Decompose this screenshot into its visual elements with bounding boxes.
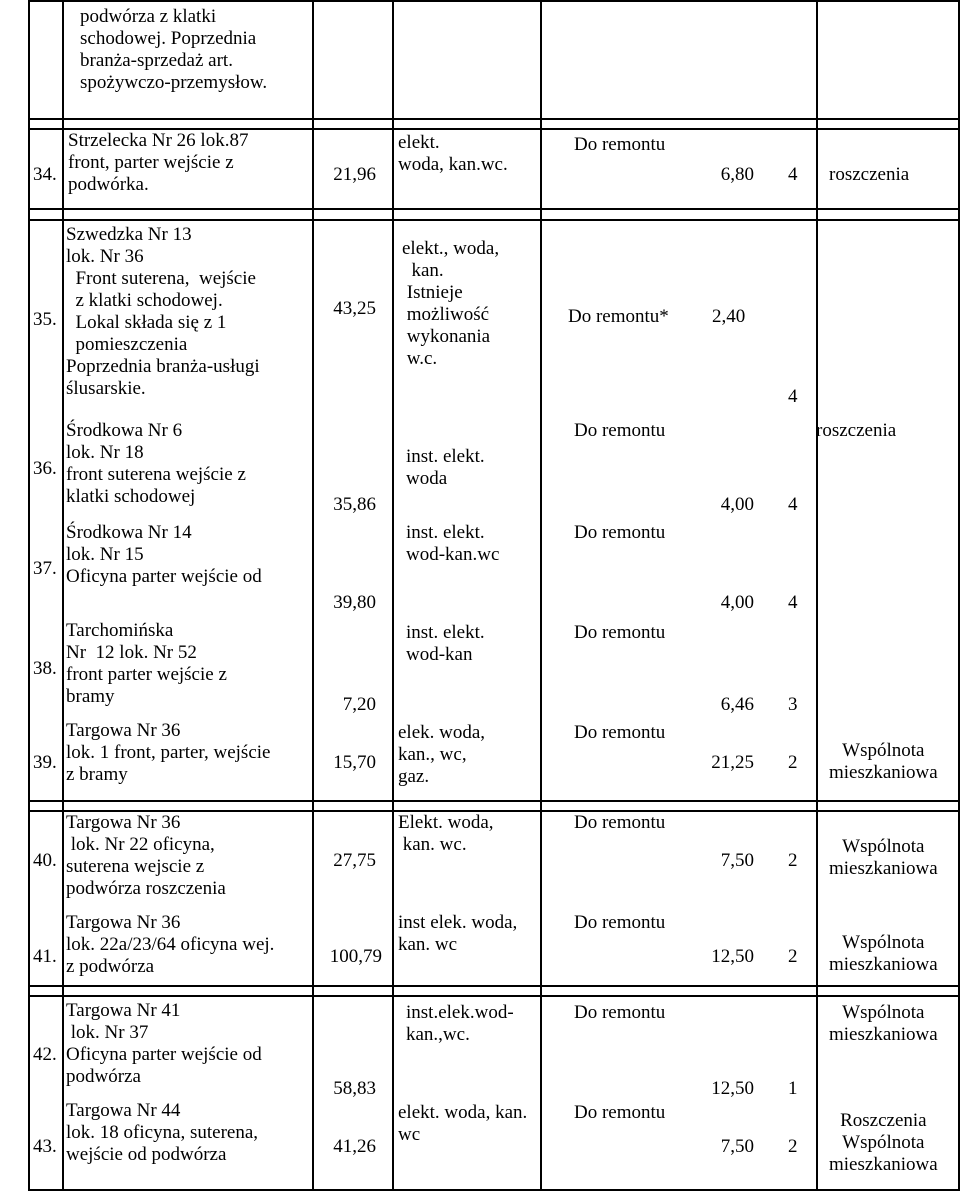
table-border [28,995,960,997]
table-border [540,0,542,1191]
utilities-cell [398,1102,527,1146]
cell-line: klatki schodowej [66,486,196,507]
cell-line: Środkowa Nr 14 [66,522,192,543]
address-cell [68,130,248,196]
cell-line: podwórza roszczenia [66,878,226,899]
cell-line: inst. elekt. [406,446,485,467]
cell-line: Szwedzka Nr 13 [66,224,192,245]
remarks-cell [829,740,938,784]
cell-line: Lokal składa się z 1 [66,312,227,333]
area-cell: 41,26 [333,1136,376,1157]
cell-line: mieszkaniowa [829,858,938,879]
rate-class-cell: 2 [788,850,798,871]
cell-line: woda, kan.wc. [398,154,508,175]
cell-line: mieszkaniowa [829,954,938,975]
row-number: 38. [33,658,57,679]
rate-class-cell: 2 [788,752,798,773]
cell-line: w.c. [402,348,438,369]
rate-cell: 21,25 [711,752,754,773]
area-cell: 100,79 [329,946,382,967]
row-number: 34. [33,164,57,185]
rate-class-cell: 3 [788,694,798,715]
table-border [816,0,818,1191]
rate-class-cell: 4 [788,592,798,613]
table-border [28,0,30,1191]
cell-line: Istnieje [402,282,463,303]
cell-line: z klatki schodowej. [66,290,223,311]
cell-line: wod-kan [406,644,473,665]
utilities-cell [398,722,485,788]
cell-line: branża-sprzedaż art. [80,50,233,71]
utilities-cell [398,132,508,176]
row-number: 41. [33,946,57,967]
cell-line: suterena wejscie z [66,856,205,877]
rate-cell: 6,80 [720,164,754,185]
address-cell [66,1000,262,1088]
address-cell [66,620,227,708]
cell-line: Strzelecka Nr 26 lok.87 [68,130,249,151]
cell-line: bramy [66,686,115,707]
address-cell [80,6,267,94]
cell-line: spożywczo-przemysłow. [80,72,268,93]
cell-line: Wspólnota [842,932,925,953]
area-cell: 21,96 [333,164,376,185]
cell-line: wykonania [402,326,491,347]
cell-line: Targowa Nr 36 [66,912,181,933]
cell-line: elekt., woda, [402,238,500,259]
cell-line: z podwórza [66,956,155,977]
address-cell [66,1100,258,1166]
rate-class-cell: 2 [788,1136,798,1157]
area-cell: 7,20 [342,694,376,715]
utilities-cell [398,912,517,956]
cell-line: Roszczenia [840,1110,927,1131]
cell-line: front parter wejście z [66,664,227,685]
row-number: 40. [33,850,57,871]
condition-cell: Do remontu [574,522,666,543]
cell-line: lok. 22a/23/64 oficyna wej. [66,934,275,955]
cell-line: lok. Nr 22 oficyna, [66,834,215,855]
cell-line: Wspólnota [842,836,925,857]
address-cell [66,720,270,786]
rate-class-cell: 4 [788,164,798,185]
remarks-cell [829,164,909,186]
cell-line: Środkowa Nr 6 [66,420,183,441]
remarks-cell [829,932,938,976]
cell-line: schodowej. Poprzednia [80,28,257,49]
cell-line: pomieszczenia [66,334,188,355]
table-border [28,800,960,802]
row-number: 43. [33,1136,57,1157]
cell-line: elekt. [398,132,440,153]
rate-cell: 4,00 [720,494,754,515]
cell-line: lok. Nr 18 [66,442,144,463]
cell-line: mieszkaniowa [829,1024,938,1045]
cell-line: podwórza z klatki [80,6,217,27]
address-cell [66,522,262,588]
cell-line: kan.,wc. [406,1024,470,1045]
cell-line: mieszkaniowa [829,1154,938,1175]
table-border [392,0,394,1191]
condition-cell: Do remontu [574,134,666,155]
cell-line: Wspólnota [842,1002,925,1023]
utilities-cell [406,1002,514,1046]
condition-cell: Do remontu [574,722,666,743]
table-border [28,985,960,987]
cell-line: roszczenia [829,164,910,185]
cell-line: roszczenia [816,420,897,441]
remarks-cell [816,420,896,442]
condition-cell: Do remontu [574,812,666,833]
cell-line: Targowa Nr 41 [66,1000,181,1021]
cell-line: Targowa Nr 36 [66,720,181,741]
row-number: 35. [33,309,57,330]
row-number: 37. [33,558,57,579]
cell-line: Poprzednia branża-usługi [66,356,260,377]
cell-line: inst elek. woda, [398,912,518,933]
rate-class-cell: 2 [788,946,798,967]
rate-cell: 7,50 [720,1136,754,1157]
cell-line: mieszkaniowa [829,762,938,783]
cell-line: Tarchomińska [66,620,174,641]
cell-line: Nr 12 lok. Nr 52 [66,642,197,663]
utilities-cell [406,522,499,566]
cell-line: inst. elekt. [406,622,485,643]
condition-cell: Do remontu* [568,306,669,327]
cell-line: Wspólnota [842,740,925,761]
rate-cell: 2,40 [712,306,746,327]
rate-class-cell: 4 [788,494,798,515]
condition-cell: Do remontu [574,622,666,643]
cell-line: lok. 18 oficyna, suterena, [66,1122,259,1143]
cell-line: lok. Nr 15 [66,544,144,565]
address-cell [66,812,226,900]
address-cell [66,420,246,508]
condition-cell: Do remontu [574,912,666,933]
cell-line: z bramy [66,764,128,785]
cell-line: Oficyna parter wejście od [66,566,262,587]
rate-cell: 12,50 [711,1078,754,1099]
cell-line: inst. elekt. [406,522,485,543]
rate-cell: 7,50 [720,850,754,871]
condition-cell: Do remontu [574,1002,666,1023]
rate-cell: 12,50 [711,946,754,967]
table-border [28,219,960,221]
rate-class-cell: 1 [788,1078,798,1099]
cell-line: Wspólnota [842,1132,925,1153]
cell-line: Targowa Nr 44 [66,1100,181,1121]
cell-line: elekt. woda, kan. [398,1102,528,1123]
cell-line: kan. wc [398,934,458,955]
row-number: 39. [33,752,57,773]
utilities-cell [406,446,485,490]
cell-line: Elekt. woda, [398,812,494,833]
row-number: 42. [33,1044,57,1065]
cell-line: woda [406,468,448,489]
cell-line: Targowa Nr 36 [66,812,181,833]
cell-line: gaz. [398,766,430,787]
address-cell [66,912,274,978]
condition-cell: Do remontu [574,420,666,441]
area-cell: 39,80 [333,592,376,613]
row-number: 36. [33,458,57,479]
cell-line: Oficyna parter wejście od [66,1044,262,1065]
cell-line: elek. woda, [398,722,486,743]
cell-line: lok. 1 front, parter, wejście [66,742,271,763]
cell-line: lok. Nr 36 [66,246,144,267]
area-cell: 15,70 [333,752,376,773]
rate-class-cell: 4 [788,386,798,407]
condition-cell: Do remontu [574,1102,666,1123]
utilities-cell [406,622,485,666]
address-cell [66,224,260,400]
cell-line: wod-kan.wc [406,544,500,565]
cell-line: kan., wc, [398,744,467,765]
area-cell: 35,86 [333,494,376,515]
rate-cell: 4,00 [720,592,754,613]
cell-line: Front suterena, wejście [66,268,256,289]
table-border [28,118,960,120]
cell-line: kan. wc. [398,834,467,855]
table-border [28,0,960,2]
cell-line: możliwość [402,304,490,325]
cell-line: podwórza [66,1066,141,1087]
rate-cell: 6,46 [720,694,754,715]
remarks-cell [829,836,938,880]
remarks-cell [829,1110,938,1176]
utilities-cell [402,238,499,370]
table-border [28,208,960,210]
cell-line: wejście od podwórza [66,1144,227,1165]
cell-line: ślusarskie. [66,378,146,399]
table-border [312,0,314,1191]
cell-line: inst.elek.wod- [406,1002,514,1023]
cell-line: lok. Nr 37 [66,1022,149,1043]
cell-line: podwórka. [68,174,149,195]
cell-line: wc [398,1124,421,1145]
cell-line: kan. [402,260,444,281]
utilities-cell [398,812,494,856]
remarks-cell [829,1002,938,1046]
area-cell: 27,75 [333,850,376,871]
area-cell: 58,83 [333,1078,376,1099]
cell-line: front, parter wejście z [68,152,234,173]
cell-line: front suterena wejście z [66,464,246,485]
area-cell: 43,25 [333,298,376,319]
table-border [62,0,64,1191]
